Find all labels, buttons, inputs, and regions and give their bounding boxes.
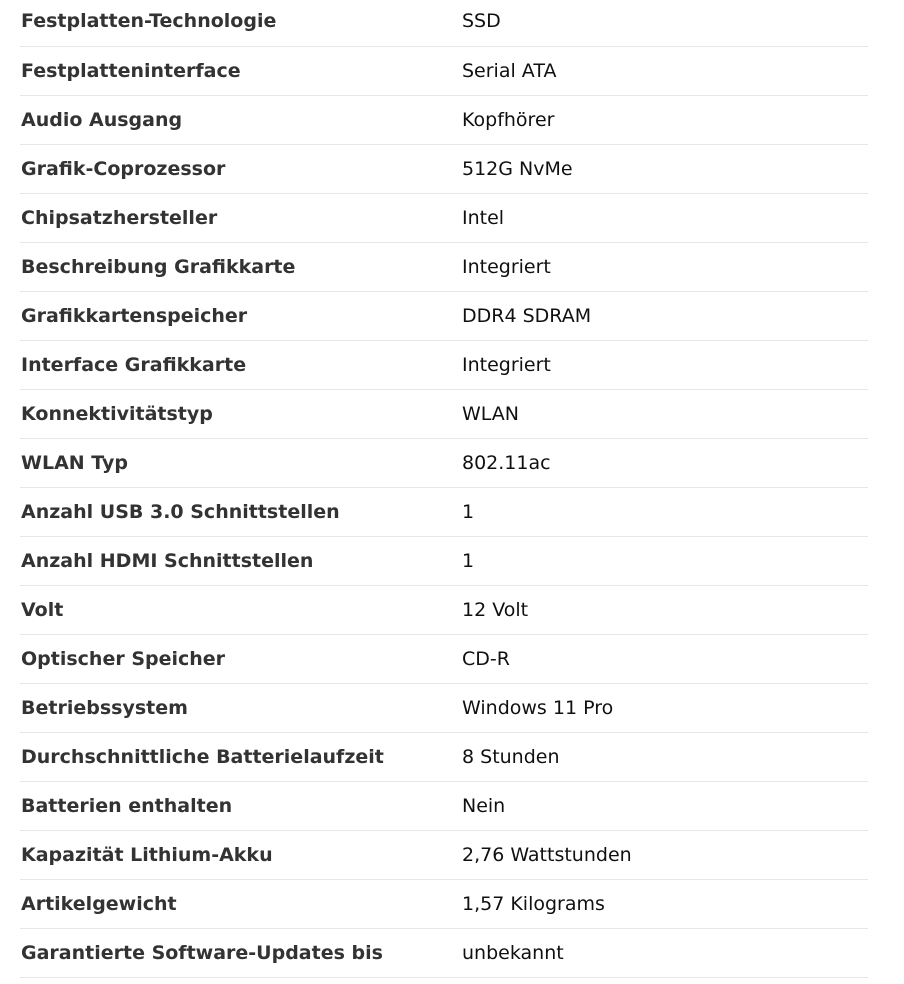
spec-row (20, 389, 868, 438)
spec-row (20, 242, 868, 291)
spec-label: Volt (21, 598, 64, 621)
spec-value: Windows 11 Pro (462, 696, 614, 719)
spec-value: 1 (462, 500, 475, 523)
spec-label: Durchschnittliche Batterielaufzeit (21, 745, 384, 768)
spec-row (20, 732, 868, 781)
spec-label: Festplatteninterface (21, 59, 241, 82)
spec-row (20, 536, 868, 585)
spec-value: Nein (462, 794, 506, 817)
spec-label: WLAN Typ (21, 451, 128, 474)
spec-label: Festplatten-Technologie (21, 10, 277, 33)
spec-row (20, 144, 868, 193)
spec-row (20, 193, 868, 242)
spec-value: 12 Volt (462, 598, 529, 621)
spec-row (20, 830, 868, 879)
spec-value: WLAN (462, 402, 520, 425)
spec-row (20, 0, 868, 46)
spec-row (20, 683, 868, 732)
spec-value: 2,76 Wattstunden (462, 843, 632, 866)
spec-value: 512G NvMe (462, 157, 573, 180)
spec-value: 802.11ac (462, 451, 551, 474)
spec-label: Optischer Speicher (21, 647, 226, 670)
spec-value: unbekannt (462, 941, 564, 964)
spec-row (20, 585, 868, 634)
spec-value: 1 (462, 549, 475, 572)
spec-label: Grafikkartenspeicher (21, 304, 248, 327)
spec-row (20, 487, 868, 536)
spec-value: Kopfhörer (462, 108, 555, 131)
spec-label: Interface Grafikkarte (21, 353, 247, 376)
spec-label: Garantierte Software-Updates bis (21, 941, 383, 964)
spec-label: Kapazität Lithium-Akku (21, 843, 273, 866)
spec-label: Anzahl HDMI Schnittstellen (21, 549, 314, 572)
spec-label: Betriebssystem (21, 696, 188, 719)
spec-row (20, 438, 868, 487)
spec-row (20, 879, 868, 928)
spec-value: Integriert (462, 353, 551, 376)
spec-row (20, 634, 868, 683)
spec-label: Batterien enthalten (21, 794, 233, 817)
spec-value: DDR4 SDRAM (462, 304, 592, 327)
spec-label: Artikelgewicht (21, 892, 177, 915)
spec-label: Audio Ausgang (21, 108, 183, 131)
spec-row (20, 928, 868, 977)
product-specifications-table (20, 0, 868, 978)
spec-label: Anzahl USB 3.0 Schnittstellen (21, 500, 340, 523)
spec-value: CD-R (462, 647, 510, 670)
spec-label: Grafik-Coprozessor (21, 157, 226, 180)
spec-value: 1,57 Kilograms (462, 892, 605, 915)
spec-row (20, 95, 868, 144)
spec-row (20, 46, 868, 95)
spec-value: 8 Stunden (462, 745, 560, 768)
spec-value: Integriert (462, 255, 551, 278)
spec-row (20, 340, 868, 389)
spec-label: Chipsatzhersteller (21, 206, 218, 229)
spec-row (20, 781, 868, 830)
spec-value: Intel (462, 206, 505, 229)
spec-value: SSD (462, 10, 501, 33)
spec-label: Konnektivitätstyp (21, 402, 213, 425)
spec-label: Beschreibung Grafikkarte (21, 255, 296, 278)
spec-row (20, 291, 868, 340)
spec-value: Serial ATA (462, 59, 557, 82)
